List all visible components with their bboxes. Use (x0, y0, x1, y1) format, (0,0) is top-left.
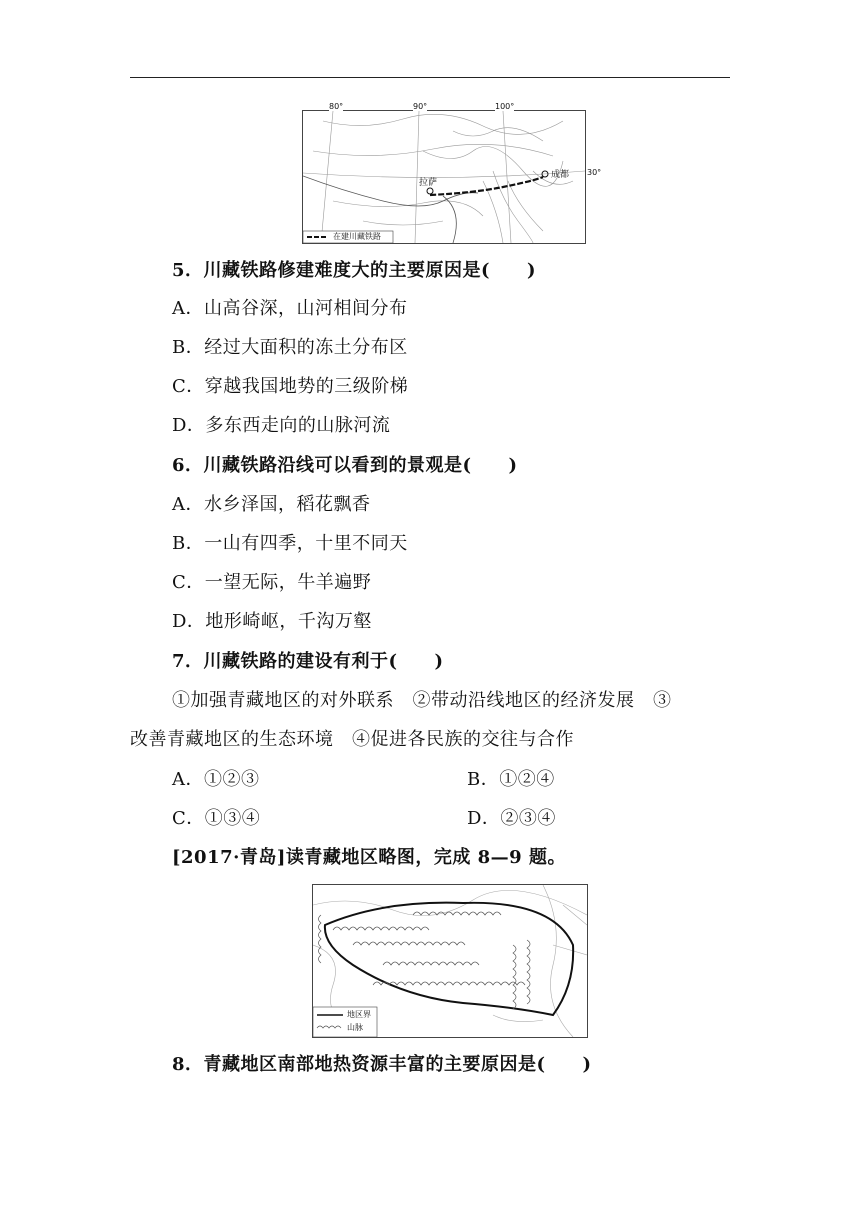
lat-label-30: 30° (587, 168, 602, 177)
q6-stem: 6．川藏铁路沿线可以看到的景观是( ) (172, 455, 518, 476)
header-rule (130, 77, 730, 78)
lon-label-80: 80° (329, 102, 344, 111)
q7-option-a: A．①②③ (172, 769, 260, 790)
sichuan-tibet-railway-map (302, 102, 602, 244)
lon-label-90: 90° (413, 102, 428, 111)
q7-option-c: C．①③④ (172, 808, 261, 829)
q7-statements-line1: ①加强青藏地区的对外联系 ②带动沿线地区的经济发展 ③ (172, 690, 672, 711)
q6-option-c: C．一望无际，牛羊遍野 (172, 572, 372, 593)
q5-stem: 5．川藏铁路修建难度大的主要原因是( ) (172, 260, 537, 281)
q6-option-b: B．一山有四季，十里不同天 (172, 533, 408, 554)
q7-stem: 7．川藏铁路的建设有利于( ) (172, 651, 444, 672)
lhasa-label: 拉萨 (419, 178, 438, 188)
map1-legend-text: 在建川藏铁路 (333, 232, 381, 241)
q5-option-a: A．山高谷深，山河相间分布 (172, 298, 408, 319)
lon-label-100: 100° (495, 102, 515, 111)
chengdu-label: 成都 (551, 170, 570, 180)
q5-option-c: C．穿越我国地势的三级阶梯 (172, 376, 409, 397)
q7-option-b: B．①②④ (467, 769, 555, 790)
q6-option-a: A．水乡泽国，稻花飘香 (172, 494, 371, 515)
qinghai-tibet-region-map (312, 884, 588, 1038)
map2-legend-mountain: 山脉 (347, 1023, 363, 1032)
q5-option-d: D．多东西走向的山脉河流 (172, 415, 391, 436)
q7-statements-line2: 改善青藏地区的生态环境 ④促进各民族的交往与合作 (130, 729, 574, 750)
section-intro: [2017·青岛]读青藏地区略图，完成 8—9 题。 (172, 847, 566, 868)
q8-stem: 8．青藏地区南部地热资源丰富的主要原因是( ) (172, 1054, 592, 1075)
lhasa-marker (427, 188, 433, 194)
q5-option-b: B．经过大面积的冻土分布区 (172, 337, 408, 358)
map2-legend-boundary: 地区界 (347, 1010, 371, 1019)
q7-option-d: D．②③④ (467, 808, 556, 829)
q6-option-d: D．地形崎岖，千沟万壑 (172, 611, 372, 632)
